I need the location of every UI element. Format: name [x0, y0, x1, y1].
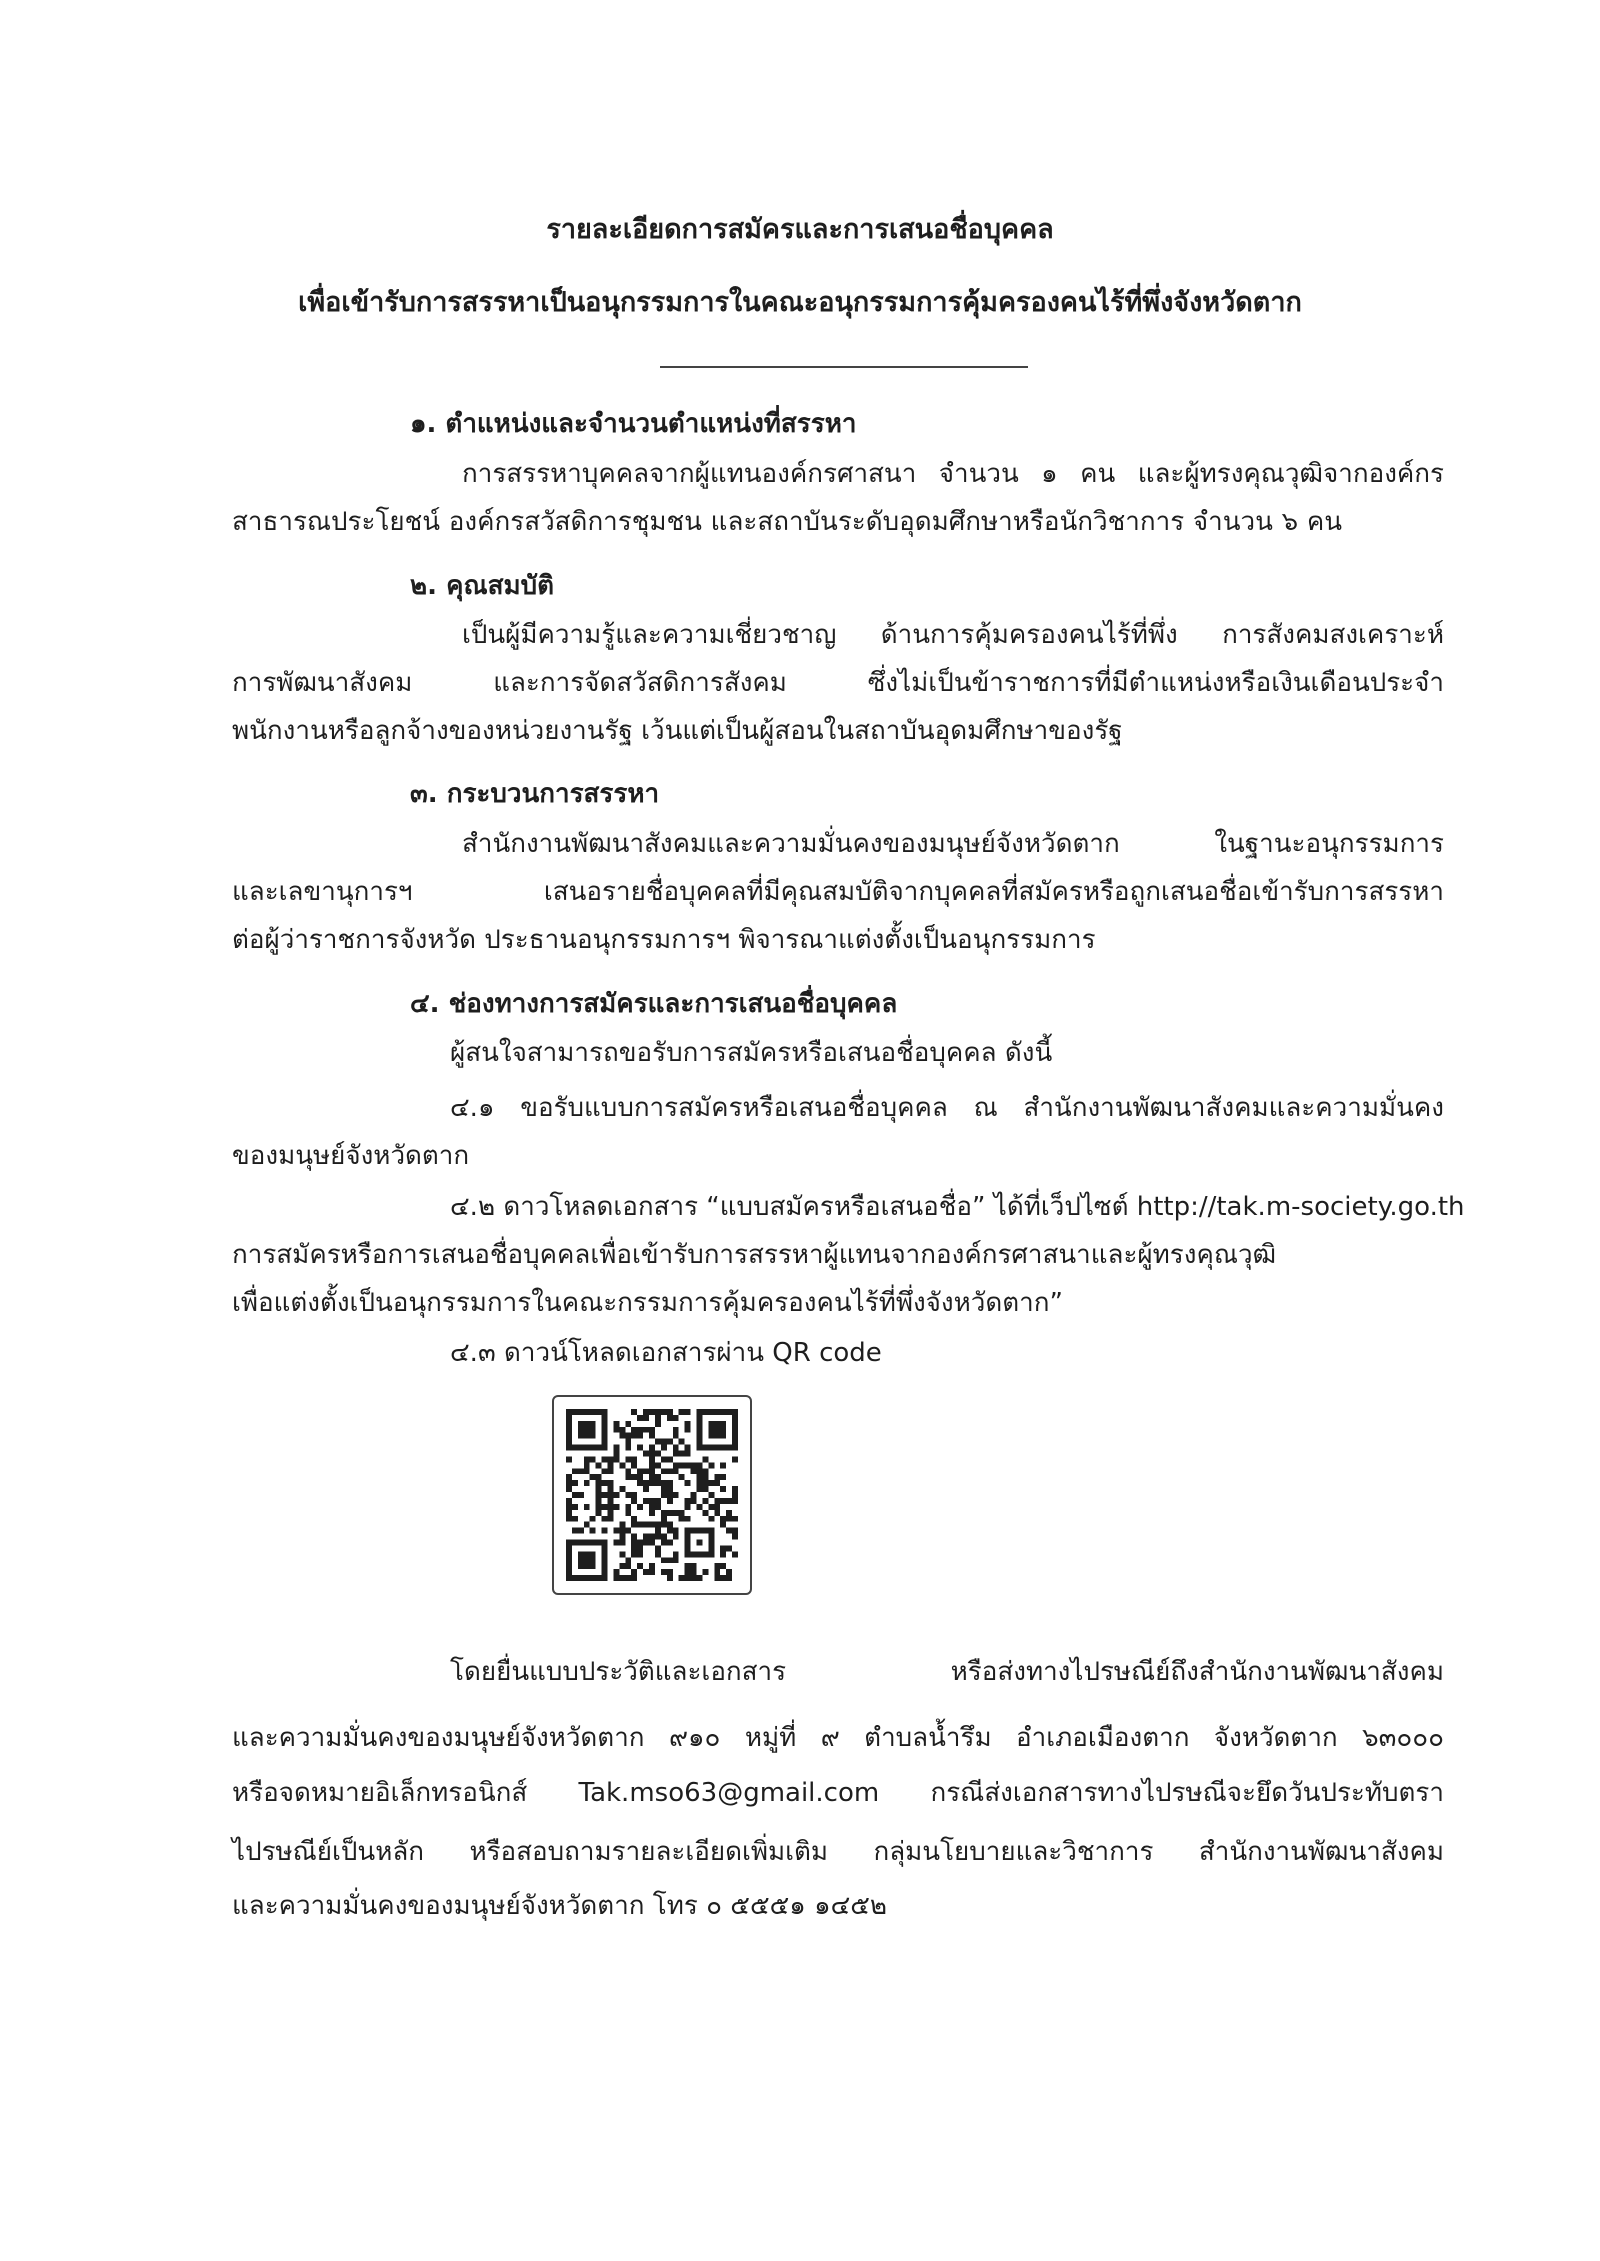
section-4-line-2: ๔.๑ ขอรับแบบการสมัครหรือเสนอชื่อบุคคล ณ สำนักงานพัฒนาสังคมและความมั่นคง	[450, 1093, 1444, 1123]
qr-code-image	[566, 1409, 738, 1581]
section-4-line-5: การสมัครหรือการเสนอชื่อบุคคลเพื่อเข้ารับการสรรหาผู้แทนจากองค์กรศาสนาและผู้ทรงคุณวุฒิ	[232, 1240, 1277, 1270]
section-2-heading: ๒. คุณสมบัติ	[410, 571, 554, 601]
section-2-line-2: การพัฒนาสังคม และการจัดสวัสดิการสังคม ซึ่งไม่เป็นข้าราชการที่มีตำแหน่งหรือเงินเดือนประจำ	[232, 668, 1444, 698]
document-title-line1: รายละเอียดการสมัครและการเสนอชื่อบุคคล	[546, 214, 1054, 245]
closing-line-2: และความมั่นคงของมนุษย์จังหวัดตาก ๙๑๐ หมู่ที่ ๙ ตำบลน้ำรึม อำเภอเมืองตาก จังหวัดตาก ๖๓๐๐๐	[232, 1723, 1444, 1753]
title-divider	[660, 366, 1028, 368]
closing-line-1: โดยยื่นแบบประวัติและเอกสาร หรือส่งทางไปรษณีย์ถึงสำนักงานพัฒนาสังคม	[450, 1657, 1444, 1687]
section-4-line-4: ๔.๒ ดาวโหลดเอกสาร “แบบสมัครหรือเสนอชื่อ” ได้ที่เว็ปไซต์ http://tak.m-society.go.th	[450, 1192, 1465, 1222]
section-4-line-7: ๔.๓ ดาวน์โหลดเอกสารผ่าน QR code	[450, 1338, 882, 1368]
section-1-heading: ๑. ตำแหน่งและจำนวนตำแหน่งที่สรรหา	[410, 409, 857, 439]
document-title-line2: เพื่อเข้ารับการสรรหาเป็นอนุกรรมการในคณะอนุกรรมการคุ้มครองคนไร้ที่พึ่งจังหวัดตาก	[298, 287, 1302, 318]
closing-line-5: และความมั่นคงของมนุษย์จังหวัดตาก โทร ๐ ๕๕๕๑ ๑๔๕๒	[232, 1891, 888, 1921]
closing-line-3: หรือจดหมายอิเล็กทรอนิกส์ Tak.mso63@gmail.com กรณีส่งเอกสารทางไปรษณีจะยึดวันประทับตรา	[232, 1778, 1444, 1808]
section-2-line-1: เป็นผู้มีความรู้และความเชี่ยวชาญ ด้านการคุ้มครองคนไร้ที่พึ่ง การสังคมสงเคราะห์	[462, 620, 1444, 650]
qr-code[interactable]	[552, 1395, 752, 1595]
section-1-line-1: การสรรหาบุคคลจากผู้แทนองค์กรศาสนา จำนวน ๑ คน และผู้ทรงคุณวุฒิจากองค์กร	[462, 459, 1444, 489]
section-3-line-2: และเลขานุการฯ เสนอรายชื่อบุคคลที่มีคุณสมบัติจากบุคคลที่สมัครหรือถูกเสนอชื่อเข้ารับการสรรหา	[232, 877, 1444, 907]
section-4-heading: ๔. ช่องทางการสมัครและการเสนอชื่อบุคคล	[410, 989, 898, 1019]
section-4-line-1: ผู้สนใจสามารถขอรับการสมัครหรือเสนอชื่อบุคคล ดังนี้	[450, 1038, 1053, 1068]
closing-line-4: ไปรษณีย์เป็นหลัก หรือสอบถามรายละเอียดเพิ่มเติม กลุ่มนโยบายและวิชาการ สำนักงานพัฒนาสังคม	[232, 1837, 1444, 1867]
section-4-line-3: ของมนุษย์จังหวัดตาก	[232, 1141, 470, 1171]
section-2-line-3: พนักงานหรือลูกจ้างของหน่วยงานรัฐ เว้นแต่เป็นผู้สอนในสถาบันอุดมศึกษาของรัฐ	[232, 716, 1123, 746]
section-3-line-1: สำนักงานพัฒนาสังคมและความมั่นคงของมนุษย์จังหวัดตาก ในฐานะอนุกรรมการ	[462, 829, 1444, 859]
section-4-line-6: เพื่อแต่งตั้งเป็นอนุกรรมการในคณะกรรมการคุ้มครองคนไร้ที่พึ่งจังหวัดตาก”	[232, 1288, 1063, 1318]
section-3-line-3: ต่อผู้ว่าราชการจังหวัด ประธานอนุกรรมการฯ พิจารณาแต่งตั้งเป็นอนุกรรมการ	[232, 925, 1096, 955]
section-3-heading: ๓. กระบวนการสรรหา	[410, 779, 660, 809]
section-1-line-2: สาธารณประโยชน์ องค์กรสวัสดิการชุมชน และสถาบันระดับอุดมศึกษาหรือนักวิชาการ จำนวน ๖ คน	[232, 507, 1342, 537]
